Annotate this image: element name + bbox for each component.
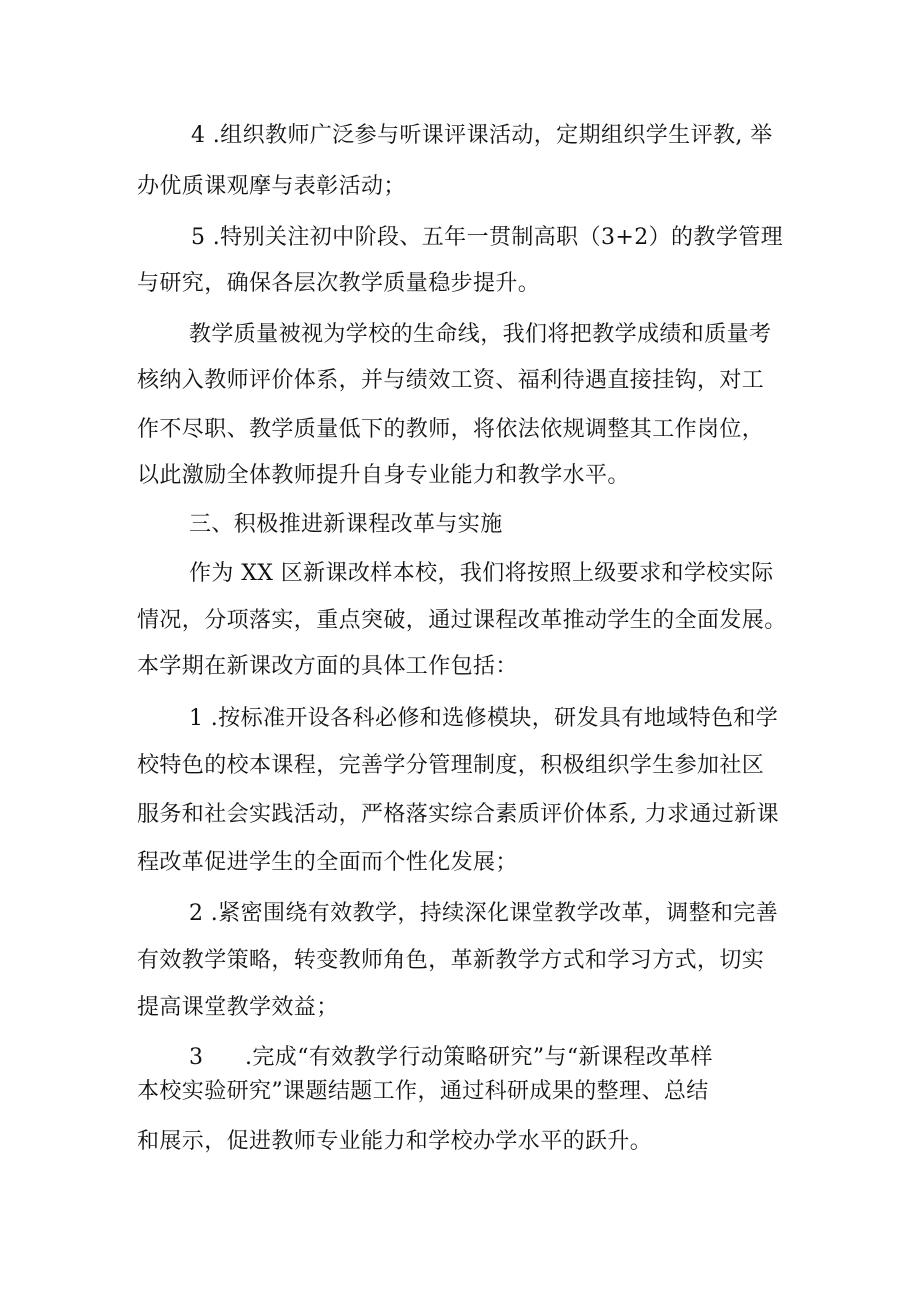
text-line: 2 .紧密围绕有效教学，持续深化课堂教学改革，调整和完善 <box>189 901 779 926</box>
text-line: 提高课堂教学效益； <box>137 995 339 1020</box>
text-line: 教学质量被视为学校的生命线，我们将把教学成绩和质量考 <box>189 322 772 347</box>
text-line: 本校实验研究”课题结题工作，通过科研成果的整理、总结 <box>137 1079 709 1104</box>
text-line: 1 .按标准开设各科必修和选修模块，研发具有地域特色和学 <box>189 706 779 731</box>
text-line: 作不尽职、教学质量低下的教师，将依法依规调整其工作岗位， <box>137 417 765 442</box>
section-heading: 三、积极推进新课程改革与实施 <box>189 512 503 537</box>
text-line: 有效教学策略，转变教师角色，革新教学方式和学习方式，切实 <box>137 948 765 973</box>
text-line: 程改革促进学生的全面而个性化发展； <box>137 850 518 875</box>
text-line: 以此激励全体教师提升自身专业能力和教学水平。 <box>137 463 630 488</box>
text-line: 情况，分项落实，重点突破，通过课程改革推动学生的全面发展。 <box>137 608 787 633</box>
text-line: 本学期在新课改方面的具体工作包括： <box>137 654 518 679</box>
text-line: 校特色的校本课程，完善学分管理制度，积极组织学生参加社区 <box>137 753 765 778</box>
text-line: 办优质课观摩与表彰活动； <box>137 174 406 199</box>
text-line: 4 .组织教师广泛参与听课评课活动，定期组织学生评教, 举 <box>191 123 773 148</box>
text-line: 服务和社会实践活动，严格落实综合素质评价体系, 力求通过新课 <box>137 802 779 827</box>
text-line: 作为 XX 区新课改样本校，我们将按照上级要求和学校实际 <box>189 561 774 586</box>
text-line: 核纳入教师评价体系，并与绩效工资、福利待遇直接挂钩，对工 <box>137 368 765 393</box>
text-line: 5 .特别关注初中阶段、五年一贯制高职（3+2）的教学管理 <box>191 225 784 250</box>
text-line: .完成“有效教学行动策略研究”与“新课程改革样 <box>245 1045 713 1070</box>
text-line: 与研究，确保各层次教学质量稳步提升。 <box>137 271 541 296</box>
list-number: 3 <box>189 1045 204 1070</box>
text-line: 和展示，促进教师专业能力和学校办学水平的跃升。 <box>137 1129 653 1154</box>
